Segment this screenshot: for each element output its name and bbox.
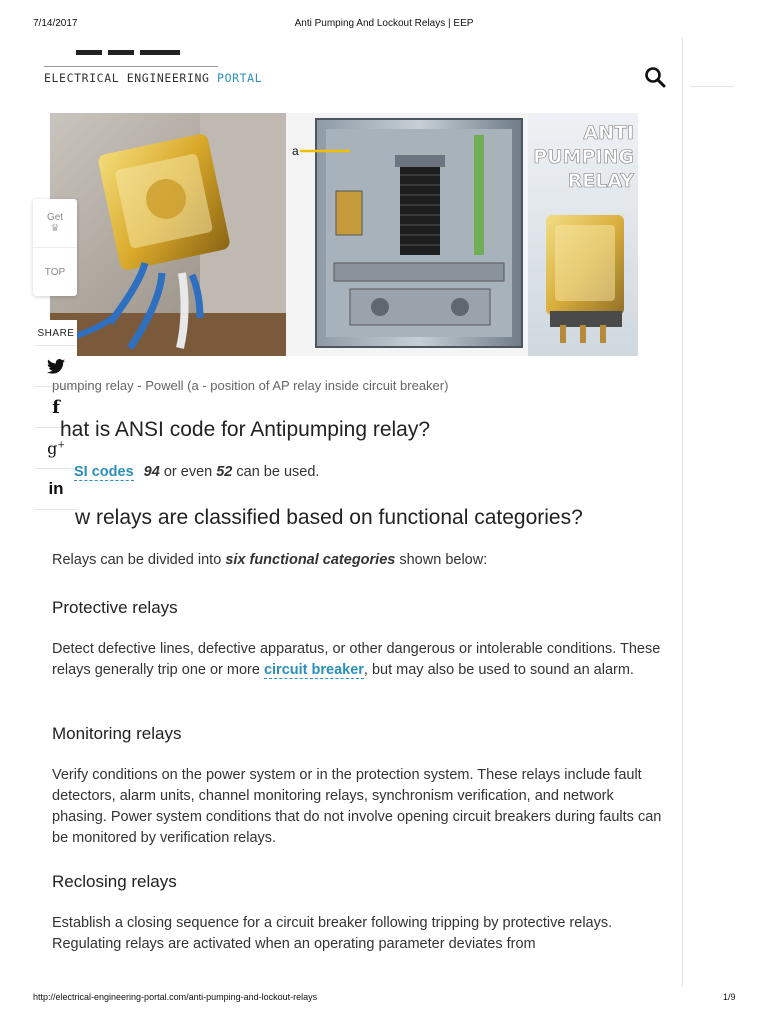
ansi-code-94: 94 [143, 464, 160, 480]
top-button[interactable] [33, 248, 77, 296]
search-icon [644, 66, 666, 88]
relay-photo-left [50, 113, 286, 356]
page-number: 1/9 [723, 992, 736, 1002]
reclosing-relays-text: Establish a closing sequence for a circuit breaker following tripping by protective relays. Regulating relays are activated when an operating parameter deviates from [52, 915, 613, 952]
crown-icon: ♛ [50, 223, 60, 234]
content-border [682, 38, 683, 986]
circuit-breaker-link[interactable]: circuit breaker [263, 662, 364, 678]
facebook-icon: f [52, 396, 60, 418]
reclosing-relays-heading: Reclosing relays [52, 872, 177, 891]
site-logo[interactable] [44, 46, 263, 90]
ansi-mid-text: or even [159, 464, 217, 480]
overlay-pumping: PUMPING [533, 146, 634, 168]
get-button[interactable] [33, 199, 77, 248]
logo-text: ELECTRICAL ENGINEERING PORTAL [44, 71, 263, 85]
linkedin-icon: in [48, 479, 64, 498]
intro-bold: six functional categories [225, 552, 396, 568]
monitoring-relays-text: Verify conditions on the power system or in the protection system. These relays include fault detectors, alarm units, channel monitoring relays, synchronism verification, and network phasing. Power system conditions that do not involve opening circuit breakers during faults can be monitored by verification relays. [52, 767, 662, 846]
google-plus-icon: g+ [47, 438, 65, 458]
ansi-answer [52, 464, 319, 480]
get-label: Get [46, 212, 64, 223]
breaker-photo [286, 113, 528, 356]
print-url: http://electrical-engineering-portal.com/anti-pumping-and-lockout-relays [33, 992, 318, 1002]
hero-image [50, 113, 638, 356]
overlay-relay: RELAY [567, 170, 634, 192]
logo-rule [44, 66, 218, 67]
classify-heading: w relays are classified based on functional categories? [75, 506, 583, 529]
header-divider [690, 86, 734, 87]
ansi-code-52: 52 [216, 464, 233, 480]
ap-relay-photo [528, 113, 638, 356]
protective-pre: Detect defective lines, defective apparatus, or other dangerous or intolerable conditions. These relays generally trip one or more [52, 641, 661, 678]
intro-pre: Relays can be divided into [52, 552, 226, 568]
share-label: SHARE [35, 320, 77, 346]
image-caption: pumping relay - Powell (a - position of AP relay inside circuit breaker) [52, 378, 449, 393]
floating-toolbar [33, 199, 77, 296]
share-bar [35, 320, 77, 510]
protective-relays-text [52, 639, 667, 681]
overlay-anti: ANTI [583, 122, 634, 144]
twitter-icon [47, 359, 65, 374]
monitoring-relays-heading: Monitoring relays [52, 724, 182, 743]
search-button[interactable] [644, 66, 670, 92]
print-title: Anti Pumping And Lockout Relays | EEP [294, 18, 474, 29]
intro-post: shown below: [395, 552, 488, 568]
print-date: 7/14/2017 [33, 18, 78, 29]
label-a: a [292, 144, 299, 158]
ansi-end-text: can be used. [232, 464, 320, 480]
protective-post: , but may also be used to sound an alarm. [363, 662, 634, 678]
top-label: TOP [44, 266, 66, 278]
ansi-heading: hat is ANSI code for Antipumping relay? [60, 418, 431, 441]
intro-paragraph [52, 550, 667, 571]
protective-relays-heading: Protective relays [52, 598, 178, 617]
ansi-codes-link[interactable]: SI codes [74, 464, 134, 480]
